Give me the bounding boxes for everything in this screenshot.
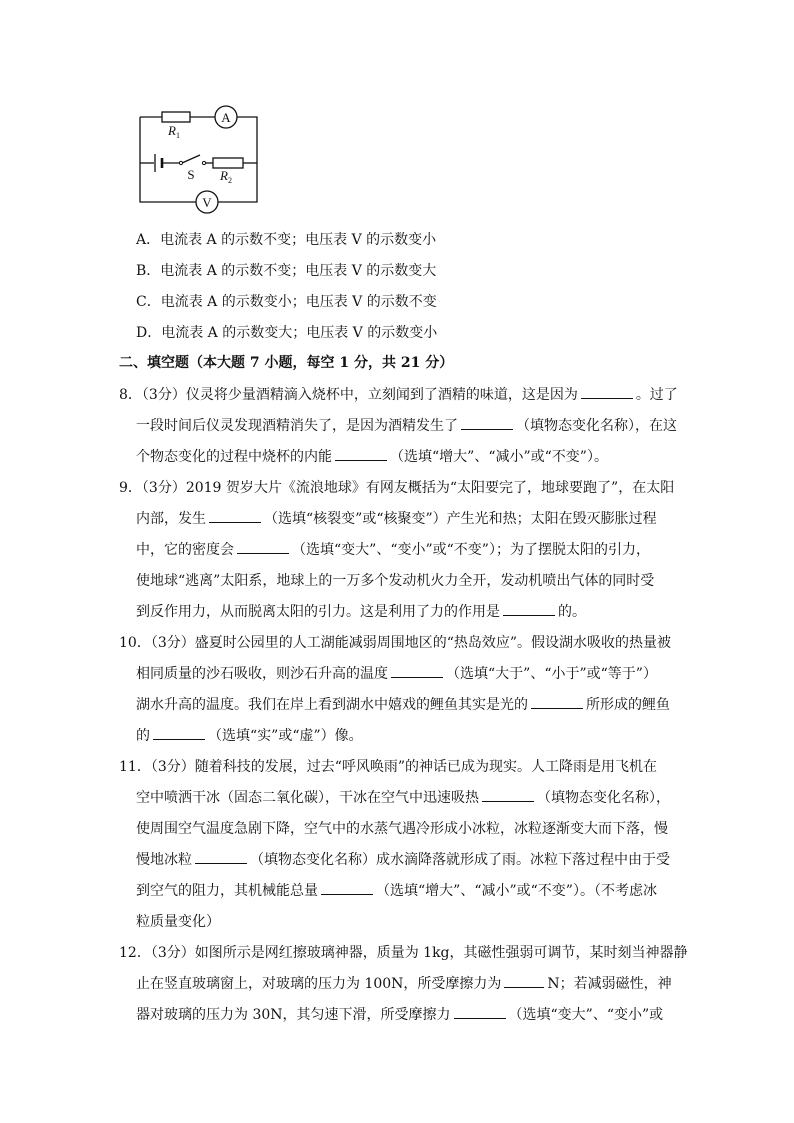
- q11-text: 慢地冰粒: [136, 852, 192, 868]
- q8-text: 个物态变化的过程中烧杯的内能: [136, 449, 332, 465]
- q12-text: （选填“变大”、“变小”或: [508, 1007, 664, 1023]
- r2-subscript: 2: [227, 176, 232, 185]
- option-b: B．电流表 A 的示数不变；电压表 V 的示数变大: [136, 263, 437, 279]
- q10-text: （选填“实”或“虚”）像。: [208, 728, 363, 744]
- resistor-r1: [162, 112, 190, 122]
- q9-line-3: [136, 539, 650, 559]
- q8-line-2: [136, 415, 677, 435]
- resistor-r2: [213, 158, 243, 168]
- answer-blank[interactable]: [335, 449, 387, 461]
- voltmeter-label: V: [202, 195, 212, 210]
- q12-line-3: [136, 1004, 663, 1024]
- answer-blank[interactable]: [581, 387, 633, 399]
- q12-line-1: 12．（3分）如图所示是网红擦玻璃神器，质量为 1kg，其磁性强弱可调节，某时刻当神器静: [119, 945, 688, 961]
- q9-text: （选填“变大”、“变小”或“不变”）；为了摆脱太阳的引力，: [292, 542, 650, 558]
- switch: [182, 155, 200, 163]
- r2-letter: R: [220, 168, 228, 183]
- q8-text: 一段时间后仪灵发现酒精消失了，是因为酒精发生了: [136, 418, 458, 434]
- circuit-diagram: [130, 100, 270, 218]
- answer-blank[interactable]: [209, 511, 261, 523]
- q9-text: （选填“核裂变”或“核聚变”）产生光和热；太阳在毁灭膨胀过程: [264, 511, 657, 527]
- r1-subscript: 1: [175, 131, 180, 140]
- q10-line-4: [136, 725, 363, 745]
- q11-line-5: [136, 880, 657, 900]
- q11-text: （填物态变化名称），: [537, 790, 670, 806]
- q11-line-4: [136, 849, 670, 869]
- answer-blank[interactable]: [461, 418, 513, 430]
- answer-blank[interactable]: [195, 852, 247, 864]
- q11-line-2: [136, 787, 670, 807]
- q10-text: 的: [136, 728, 150, 744]
- q8-text: 。过了: [635, 387, 678, 403]
- answer-blank[interactable]: [504, 976, 544, 988]
- switch-contact-right: [202, 161, 205, 164]
- q8-text: （填物态变化名称），在这: [516, 418, 677, 434]
- q11-text: 空中喷洒干冰（固态二氧化碳），干冰在空气中迅速吸热: [136, 790, 479, 806]
- q9-line-2: [136, 508, 657, 528]
- q10-text: 所形成的鲤鱼: [586, 697, 670, 713]
- switch-label: S: [187, 167, 195, 182]
- r2-label: [219, 168, 232, 185]
- q12-line-2: [136, 973, 672, 993]
- q8-text: 8．（3分）仪灵将少量酒精滴入烧杯中，立刻闻到了酒精的味道，这是因为: [119, 387, 578, 403]
- q12-text: N；若减弱磁性，神: [547, 976, 672, 992]
- q10-line-2: [136, 663, 657, 683]
- q9-line-5: [136, 601, 586, 621]
- q8-text: （选填“增大”、“减小”或“不变”）。: [390, 449, 608, 465]
- q11-line-6: 粒质量变化）: [136, 914, 220, 930]
- q12-text: 止在竖直玻璃窗上，对玻璃的压力为 100N，所受摩擦力为: [136, 976, 502, 992]
- q10-line-1: 10．（3分）盛夏时公园里的人工湖能减弱周围地区的“热岛效应”。假设湖水吸收的热量被: [119, 635, 672, 651]
- option-a: A．电流表 A 的示数不变；电压表 V 的示数变小: [136, 232, 437, 248]
- q10-text: 相同质量的沙石吸收，则沙石升高的温度: [136, 666, 388, 682]
- q10-text: （选填“大于”、“小于”或“等于”）: [446, 666, 657, 682]
- r1-letter: R: [168, 123, 176, 138]
- q11-line-3: 使周围空气温度急剧下降，空气中的水蒸气遇冷形成小冰粒，冰粒逐渐变大而下落，慢: [136, 821, 668, 837]
- switch-contact-left: [179, 161, 182, 164]
- q9-text: 的。: [558, 604, 586, 620]
- answer-blank[interactable]: [503, 604, 555, 616]
- q9-line-1: 9．（3分）2019 贺岁大片《流浪地球》有网友概括为“太阳要完了，地球要跑了”，在太阳: [119, 480, 675, 496]
- q8-line-3: [136, 446, 608, 466]
- answer-blank[interactable]: [531, 697, 583, 709]
- answer-blank[interactable]: [482, 790, 534, 802]
- q9-text: 中，它的密度会: [136, 542, 234, 558]
- q11-text: 到空气的阻力，其机械能总量: [136, 883, 318, 899]
- q9-text: 到反作用力，从而脱离太阳的引力。这是利用了力的作用是: [136, 604, 500, 620]
- answer-blank[interactable]: [391, 666, 443, 678]
- answer-blank[interactable]: [153, 728, 205, 740]
- q12-text: 器对玻璃的压力为 30N，其匀速下滑，所受摩擦力: [136, 1007, 451, 1023]
- q10-line-3: [136, 694, 670, 714]
- answer-blank[interactable]: [454, 1007, 506, 1019]
- q9-line-4: 使地球“逃离”太阳系，地球上的一万多个发动机火力全开，发动机喷出气体的同时受: [136, 573, 655, 589]
- wire-top-right: [218, 117, 257, 202]
- option-d: D．电流表 A 的示数变大；电压表 V 的示数变小: [136, 325, 438, 341]
- answer-blank[interactable]: [237, 542, 289, 554]
- q11-text: （选填“增大”、“减小”或“不变”）。（不考虑冰: [376, 883, 657, 899]
- section-title: 二、填空题（本大题 7 小题，每空 1 分，共 21 分）: [119, 355, 454, 371]
- q9-text: 内部，发生: [136, 511, 206, 527]
- r1-label: [167, 123, 180, 140]
- q8-line-1: [119, 384, 678, 404]
- answer-blank[interactable]: [321, 883, 373, 895]
- q11-line-1: 11．（3分）随着科技的发展，过去“呼风唤雨”的神话已成为现实。人工降雨是用飞机在: [119, 759, 658, 775]
- q10-text: 湖水升高的温度。我们在岸上看到湖水中嬉戏的鲤鱼其实是光的: [136, 697, 528, 713]
- q11-text: （填物态变化名称）成水滴降落就形成了雨。冰粒下落过程中由于受: [250, 852, 670, 868]
- option-c: C．电流表 A 的示数变小；电压表 V 的示数不变: [136, 294, 437, 310]
- ammeter-label: A: [221, 110, 231, 125]
